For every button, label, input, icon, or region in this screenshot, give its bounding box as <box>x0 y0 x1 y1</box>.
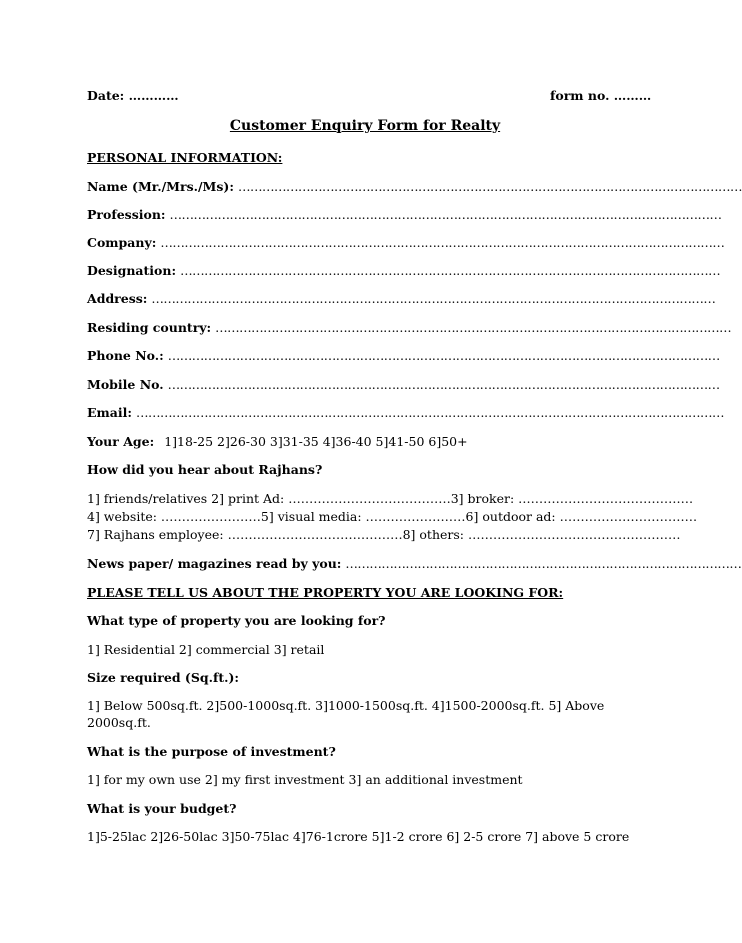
property-type-options: 1] Residential 2] commercial 3] retail <box>87 642 325 657</box>
hear-about-line-3: 7] Rajhans employee: ……………………………………8] others: …………………………………………… <box>87 527 681 542</box>
budget-options: 1]5-25lac 2]26-50lac 3]50-75lac 4]76-1crore 5]1-2 crore 6] 2-5 crore 7] above 5 crore <box>87 829 630 844</box>
field-profession <box>87 206 722 223</box>
budget-question: What is your budget? <box>87 801 237 816</box>
field-label: Designation: <box>87 263 177 278</box>
field-address <box>87 290 716 307</box>
hear-about-line-2: 4] website: ……………………5] visual media: ……………………6] outdoor ad: …………………………… <box>87 509 698 524</box>
hear-about-line-1: 1] friends/relatives 2] print Ad: …………………………………3] broker: …………………………………… <box>87 491 694 506</box>
purpose-question: What is the purpose of investment? <box>87 744 336 759</box>
field-label: Mobile No. <box>87 377 164 392</box>
field-designation <box>87 262 721 279</box>
hear-about-question: How did you hear about Rajhans? <box>87 462 323 477</box>
age-line <box>87 433 643 450</box>
field-phone <box>87 347 720 364</box>
field-dots: ……………………………………………………………………………………………………………… <box>237 179 742 194</box>
field-dots: …………………………………………………………………………………………………………………………… <box>151 291 716 306</box>
personal-info-heading: PERSONAL INFORMATION: <box>87 150 283 165</box>
field-label: Company: <box>87 235 157 250</box>
field-label: Profession: <box>87 207 166 222</box>
purpose-options: 1] for my own use 2] my first investment 3] an additional investment <box>87 772 523 787</box>
field-label: Phone No.: <box>87 348 164 363</box>
field-company <box>87 234 725 251</box>
newspaper-label: News paper/ magazines read by you: <box>87 556 342 571</box>
form-no-field: form no. ……… <box>550 88 652 103</box>
field-label: Name (Mr./Mrs./Ms): <box>87 179 234 194</box>
newspaper-dots: ……………………………………………………………………………………… <box>345 556 742 571</box>
field-dots: ………………………………………………………………………………………………………………………… <box>169 207 722 222</box>
size-question: Size required (Sq.ft.): <box>87 670 239 685</box>
newspaper-line <box>87 555 742 572</box>
field-residing-country <box>87 319 732 336</box>
field-dots: ……………………………………………………………………………………………………………………… <box>180 263 721 278</box>
field-dots: …………………………………………………………………………………………………………………………… <box>160 235 725 250</box>
date-field: Date: ………… <box>87 88 179 103</box>
form-title: Customer Enquiry Form for Realty <box>229 118 501 134</box>
field-label: Residing country: <box>87 320 212 335</box>
property-type-question: What type of property you are looking for? <box>87 613 386 628</box>
size-options: 1] Below 500sq.ft. 2]500-1000sq.ft. 3]1000-1500sq.ft. 4]1500-2000sq.ft. 5] Above 2000sq.ft. <box>87 698 605 730</box>
field-mobile <box>87 376 720 393</box>
field-dots: ………………………………………………………………………………………………………………… <box>215 320 732 335</box>
age-options: 1]18-25 2]26-30 3]31-35 4]36-40 5]41-50 6]50+ <box>164 434 468 449</box>
field-dots: ………………………………………………………………………………………………………………………… <box>167 348 720 363</box>
age-label: Your Age: <box>87 434 155 449</box>
field-label: Email: <box>87 405 132 420</box>
field-name <box>87 178 742 195</box>
field-label: Address: <box>87 291 148 306</box>
field-dots: ………………………………………………………………………………………………………………………………… <box>135 405 724 420</box>
field-email <box>87 404 724 421</box>
field-dots: ………………………………………………………………………………………………………………………… <box>167 377 720 392</box>
property-heading: PLEASE TELL US ABOUT THE PROPERTY YOU ARE LOOKING FOR: <box>87 585 564 600</box>
